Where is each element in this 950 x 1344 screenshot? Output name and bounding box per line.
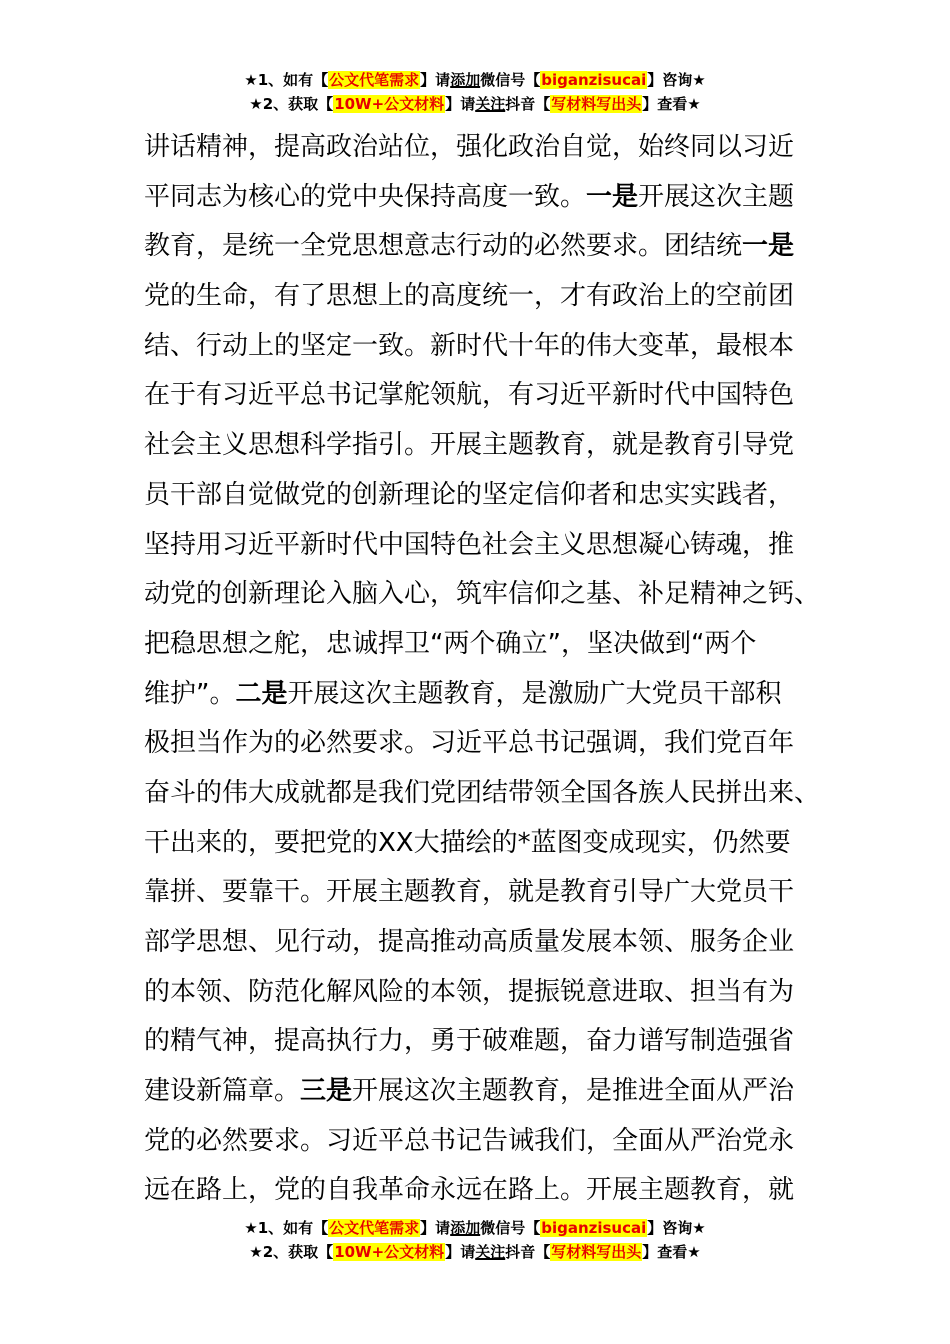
- text-line: 员干部自觉做党的创新理论的坚定信仰者和忠实实践者，: [144, 479, 795, 510]
- banner-line-2: [0, 92, 950, 116]
- banner-line-1: [0, 68, 950, 92]
- text-line: 党的生命，有了思想上的高度统一，才有政治上的空前团: [144, 281, 795, 312]
- text-line: 的精气神，提高执行力，勇于破难题，奋力谱写制造强省: [144, 1026, 795, 1057]
- text-line: 动党的创新理论入脑入心，筑牢信仰之基、补足精神之钙、: [144, 579, 821, 610]
- text-run: 维护”。: [144, 678, 236, 709]
- text-line: 奋斗的伟大成就都是我们党团结带领全国各族人民拼出来、: [144, 777, 821, 808]
- banner-text: 】查看★: [642, 95, 701, 113]
- text-line: 部学思想、见行动，提高推动高质量发展本领、服务企业: [144, 927, 795, 957]
- banner-text: 】咨询★: [647, 71, 706, 89]
- banner-text: 】请: [420, 71, 451, 89]
- banner-highlight: 公文代笔需求: [329, 1219, 420, 1237]
- banner-underline: 添加: [450, 1219, 481, 1237]
- header-banner: [0, 68, 950, 116]
- banner-text: 】查看★: [642, 1243, 701, 1261]
- text-run: 开展这次主题教育，是推进全面从严治: [352, 1076, 795, 1107]
- banner-highlight: 10W+公文材料: [334, 1243, 445, 1261]
- banner-text: 】请: [445, 95, 476, 113]
- text-run: 平同志为核心的党中央保持高度一致。: [144, 181, 587, 212]
- banner-text: ★1、如有【: [244, 71, 329, 89]
- banner-underline: 关注: [475, 95, 506, 113]
- text-line: 社会主义思想科学指引。开展主题教育，就是教育引导党: [144, 430, 795, 461]
- text-line: 结、行动上的坚定一致。新时代十年的伟大变革，最根本: [144, 330, 795, 361]
- text-line: 在于有习近平总书记掌舵领航，有习近平新时代中国特色: [144, 380, 795, 411]
- text-line: 党的必然要求。习近平总书记告诫我们，全面从严治党永: [144, 1125, 795, 1156]
- text-run: 开展这次主题: [638, 181, 795, 212]
- text-run: 建设新篇章。: [144, 1076, 301, 1107]
- bold-marker: 三是: [300, 1076, 353, 1107]
- banner-underline: 关注: [475, 1243, 506, 1261]
- banner-highlight-douyin: 写材料写出头: [551, 95, 642, 113]
- body-paragraph: [144, 123, 821, 1216]
- banner-text: 】请: [445, 1243, 476, 1261]
- bold-marker: 一是: [586, 181, 639, 212]
- text-line: [144, 173, 806, 223]
- banner-highlight: 公文代笔需求: [329, 71, 420, 89]
- footer-banner: [0, 1216, 950, 1264]
- bold-marker: 二是: [235, 678, 288, 709]
- banner-line-1: [0, 1216, 950, 1240]
- text-line: 远在路上，党的自我革命永远在路上。开展主题教育，就: [144, 1175, 795, 1206]
- banner-underline: 添加: [450, 71, 481, 89]
- banner-text: ★1、如有【: [244, 1219, 329, 1237]
- banner-text: 】请: [420, 1219, 451, 1237]
- text-line: 干出来的，要把党的XX大描绘的*蓝图变成现实，仍然要: [144, 827, 791, 858]
- banner-highlight-wechat: biganzisucai: [541, 71, 647, 89]
- banner-text: ★2、获取【: [249, 1243, 334, 1261]
- text-line: 坚持用习近平新时代中国特色社会主义思想凝心铸魂，推: [144, 529, 795, 560]
- text-line: 的本领、防范化解风险的本领，提振锐意进取、担当有为: [144, 976, 795, 1007]
- text-line: [144, 222, 806, 272]
- text-line: [144, 670, 806, 720]
- banner-text: ★2、获取【: [249, 95, 334, 113]
- banner-text: 抖音【: [505, 1243, 551, 1261]
- banner-line-2: [0, 1240, 950, 1264]
- text-line: 讲话精神，提高政治站位，强化政治自觉，始终同以习近: [144, 132, 795, 162]
- banner-highlight-douyin: 写材料写出头: [551, 1243, 642, 1261]
- text-line: 把稳思想之舵，忠诚捍卫“两个确立”，坚决做到“两个: [144, 628, 757, 659]
- text-run: 教育，是统一全党思想意志行动的必然要求。团结统: [144, 231, 743, 262]
- text-line: [144, 1067, 806, 1117]
- banner-highlight: 10W+公文材料: [334, 95, 445, 113]
- banner-text: 微信号【: [480, 71, 541, 89]
- banner-text: 抖音【: [505, 95, 551, 113]
- text-line: 靠拼、要靠干。开展主题教育，就是教育引导广大党员干: [144, 877, 795, 908]
- bold-marker: 一是: [742, 231, 795, 262]
- text-run: 开展这次主题教育，是激励广大党员干部积: [287, 678, 782, 709]
- banner-highlight-wechat: biganzisucai: [541, 1219, 647, 1237]
- text-line: 极担当作为的必然要求。习近平总书记强调，我们党百年: [144, 728, 795, 759]
- banner-text: 】咨询★: [647, 1219, 706, 1237]
- banner-text: 微信号【: [480, 1219, 541, 1237]
